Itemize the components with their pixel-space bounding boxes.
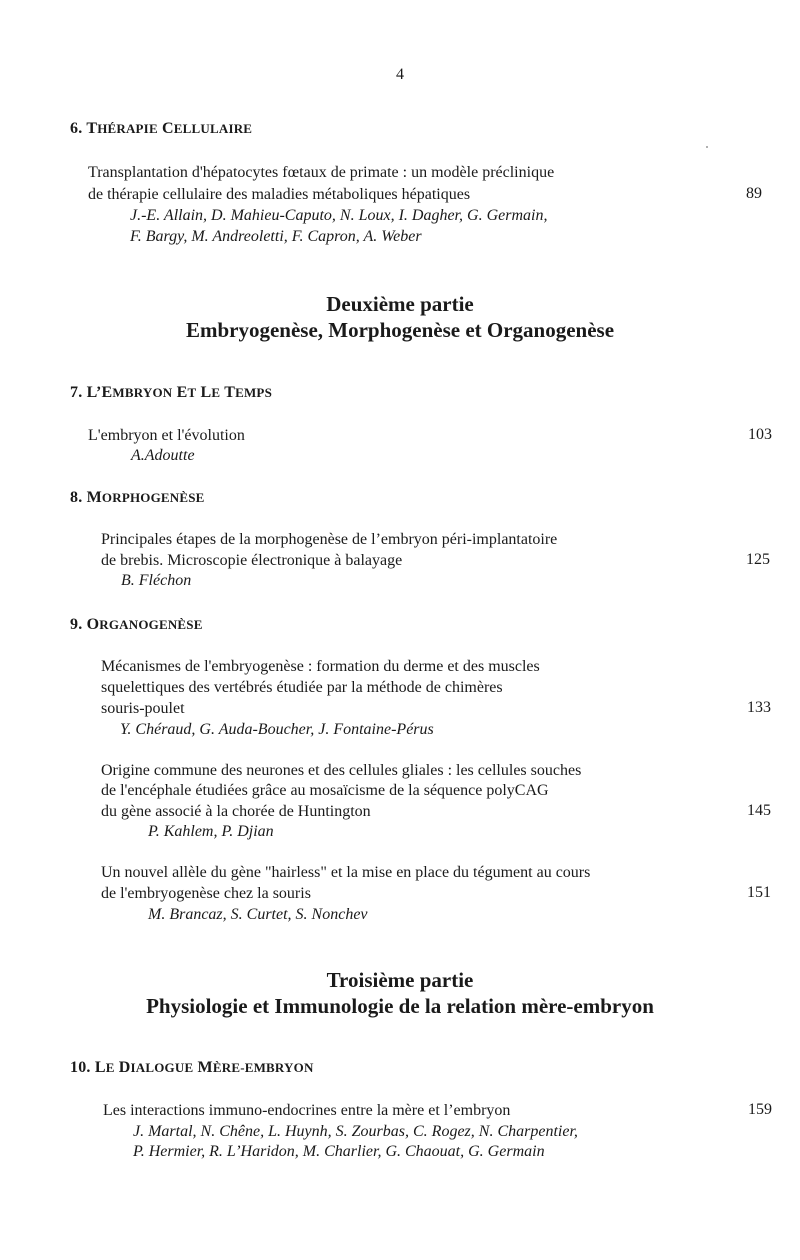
part-title: Embryogenèse, Morphogenèse et Organogenèse	[185, 318, 615, 342]
section-title-9: 9. ORGANOGENÈSE	[70, 616, 203, 633]
entry-title-line: Principales étapes de la morphogenèse de l’embryon péri-implantatoire	[101, 531, 558, 548]
entry-authors: B. Fléchon	[121, 572, 192, 589]
page-number: 4	[396, 66, 404, 83]
part-label: Deuxième partie	[326, 292, 474, 316]
entry-title-line: Origine commune des neurones et des cellules gliales : les cellules souches	[101, 762, 582, 779]
speck	[706, 146, 708, 148]
entry-title-line: souris-poulet	[101, 700, 185, 717]
page-ref: 159	[748, 1101, 772, 1118]
entry-authors: M. Brancaz, S. Curtet, S. Nonchev	[148, 906, 368, 923]
entry-title-line: de thérapie cellulaire des maladies métaboliques hépatiques	[88, 186, 471, 203]
entry-authors: J. Martal, N. Chêne, L. Huynh, S. Zourbas, C. Rogez, N. Charpentier,	[133, 1123, 578, 1140]
page-ref: 125	[746, 551, 770, 568]
page-ref: 89	[746, 185, 762, 202]
page-ref: 133	[747, 699, 771, 716]
entry-title-line: du gène associé à la chorée de Huntington	[101, 803, 371, 820]
entry-authors: F. Bargy, M. Andreoletti, F. Capron, A. Weber	[130, 228, 422, 245]
entry-title-line: Un nouvel allèle du gène "hairless" et la mise en place du tégument au cours	[101, 864, 591, 881]
entry-title-line: L'embryon et l'évolution	[88, 427, 245, 444]
entry-title-line: Les interactions immuno-endocrines entre la mère et l’embryon	[103, 1102, 511, 1119]
entry-authors: P. Hermier, R. L’Haridon, M. Charlier, G. Chaouat, G. Germain	[133, 1143, 545, 1160]
entry-authors: J.-E. Allain, D. Mahieu-Caputo, N. Loux, I. Dagher, G. Germain,	[130, 207, 548, 224]
entry-title-line: Mécanismes de l'embryogenèse : formation du derme et des muscles	[101, 658, 540, 675]
entry-title-line: Transplantation d'hépatocytes fœtaux de primate : un modèle préclinique	[88, 164, 555, 181]
section-title-7: 7. L’EMBRYON ET LE TEMPS	[70, 384, 273, 401]
entry-title-line: de l'embryogenèse chez la souris	[101, 885, 311, 902]
part-label: Troisième partie	[326, 968, 474, 992]
entry-authors: A.Adoutte	[131, 447, 195, 464]
page-ref: 145	[747, 802, 771, 819]
entry-title-line: squelettiques des vertébrés étudiée par la méthode de chimères	[101, 679, 503, 696]
entry-authors: Y. Chéraud, G. Auda-Boucher, J. Fontaine-Pérus	[120, 721, 434, 738]
page-ref: 103	[748, 426, 772, 443]
section-title-6: 6. THÉRAPIE CELLULAIRE	[70, 120, 253, 137]
page-ref: 151	[747, 884, 771, 901]
section-title-10: 10. LE DIALOGUE MÈRE-EMBRYON	[70, 1059, 314, 1076]
part-title: Physiologie et Immunologie de la relation mère-embryon	[146, 994, 654, 1018]
entry-authors: P. Kahlem, P. Djian	[148, 823, 274, 840]
entry-title-line: de l'encéphale étudiées grâce au mosaïcisme de la séquence polyCAG	[101, 782, 549, 799]
entry-title-line: de brebis. Microscopie électronique à balayage	[101, 552, 403, 569]
section-title-8: 8. MORPHOGENÈSE	[70, 489, 205, 506]
